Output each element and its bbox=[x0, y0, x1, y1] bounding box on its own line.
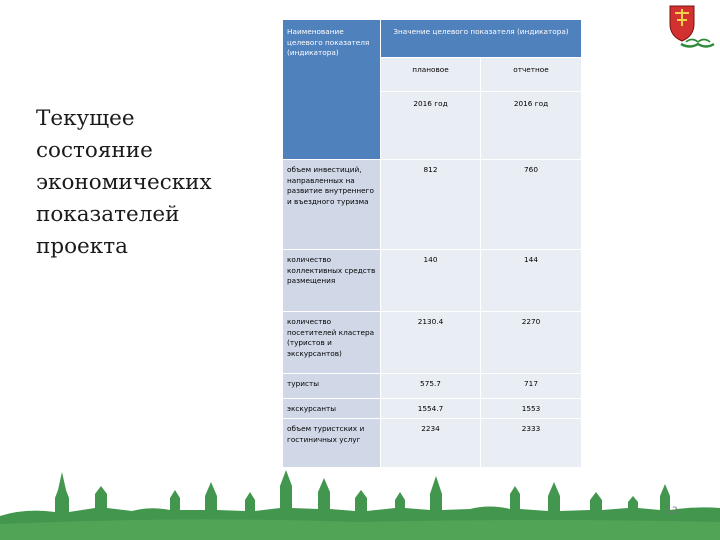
row-actual-value: 760 bbox=[481, 160, 582, 250]
monastery-skyline-icon bbox=[0, 456, 720, 540]
row-actual-value: 2270 bbox=[481, 312, 582, 374]
table-row bbox=[283, 160, 582, 250]
row-name: экскурсанты bbox=[283, 399, 381, 419]
header-indicator-value: Значение целевого показателя (индикатора) bbox=[381, 20, 582, 58]
row-actual-value: 717 bbox=[481, 374, 582, 399]
row-name: количество посетителей кластера (туристов и экскурсантов) bbox=[283, 312, 381, 374]
row-name: объем инвестиций, направленных на развитие внутреннего и въездного туризма bbox=[283, 160, 381, 250]
header-indicator-name: Наименование целевого показателя (индикатора) bbox=[283, 20, 381, 160]
row-planned-value: 2130.4 bbox=[381, 312, 481, 374]
header-planned-year: 2016 год bbox=[381, 92, 481, 160]
slide-title: Текущее состояние экономических показателей проекта bbox=[36, 106, 212, 259]
header-planned: плановое bbox=[381, 58, 481, 92]
indicators-table bbox=[282, 19, 582, 468]
row-planned-value: 2234 bbox=[381, 419, 481, 468]
row-actual-value: 144 bbox=[481, 250, 582, 312]
row-planned-value: 1554.7 bbox=[381, 399, 481, 419]
row-name: объем туристских и гостиничных услуг bbox=[283, 419, 381, 468]
table-row bbox=[283, 399, 582, 419]
coat-of-arms-icon bbox=[664, 4, 718, 52]
table-row bbox=[283, 374, 582, 399]
header-actual: отчетное bbox=[481, 58, 582, 92]
row-planned-value: 575.7 bbox=[381, 374, 481, 399]
row-actual-value: 1553 bbox=[481, 399, 582, 419]
row-actual-value: 2333 bbox=[481, 419, 582, 468]
header-actual-year: 2016 год bbox=[481, 92, 582, 160]
table-row bbox=[283, 312, 582, 374]
row-planned-value: 140 bbox=[381, 250, 481, 312]
page-number: 12 bbox=[666, 506, 678, 516]
row-name: количество коллективных средств размещения bbox=[283, 250, 381, 312]
row-planned-value: 812 bbox=[381, 160, 481, 250]
row-name: туристы bbox=[283, 374, 381, 399]
table-row bbox=[283, 250, 582, 312]
